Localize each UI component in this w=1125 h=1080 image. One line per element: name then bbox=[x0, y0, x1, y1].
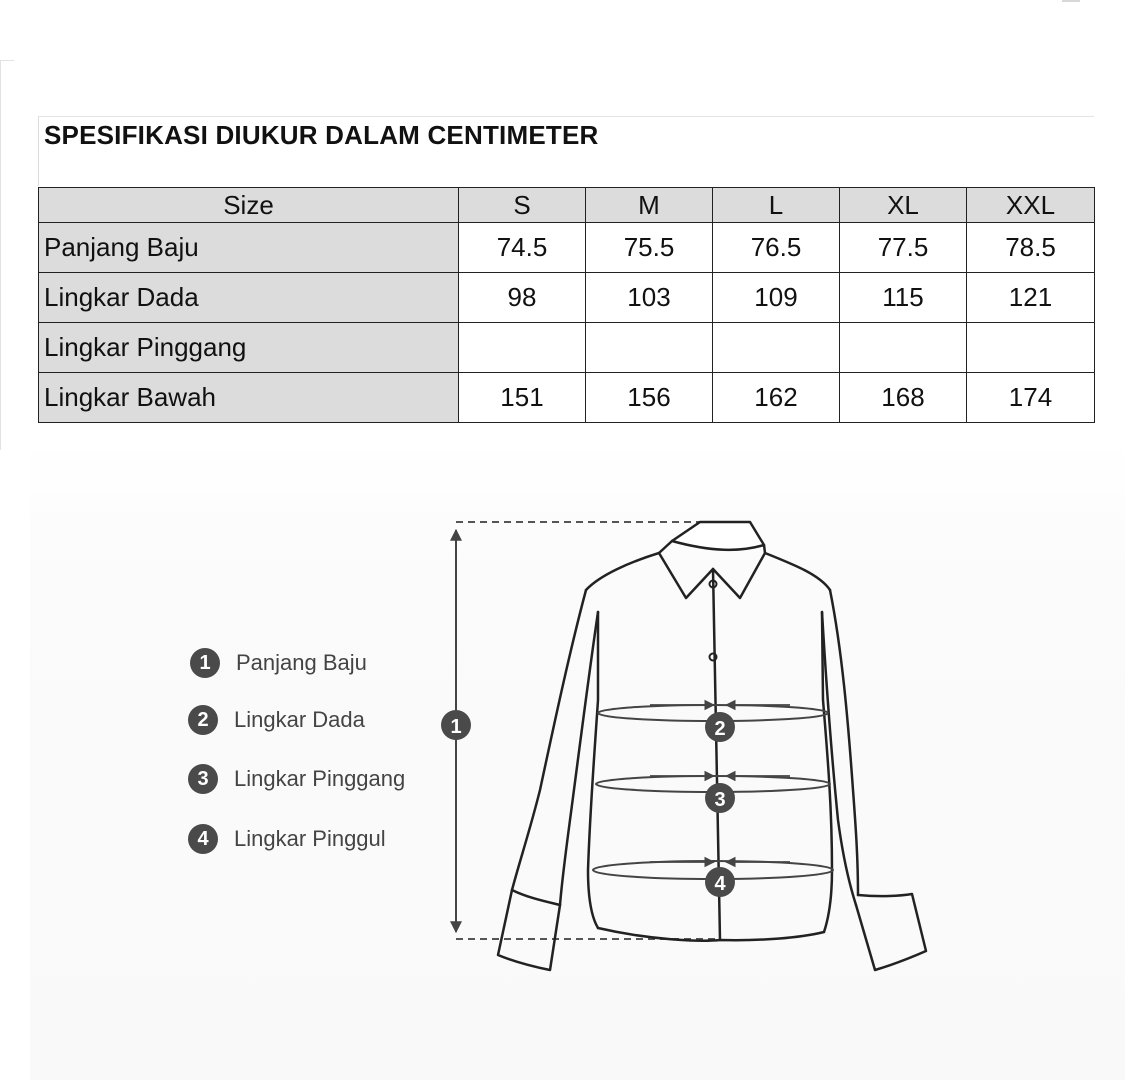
header-xxl: XXL bbox=[967, 188, 1095, 223]
cell-value: 74.5 bbox=[459, 223, 586, 273]
legend-number-badge: 4 bbox=[188, 824, 218, 854]
collar-stand bbox=[672, 522, 764, 550]
marker-number: 4 bbox=[714, 873, 726, 895]
marker-number: 2 bbox=[714, 718, 726, 740]
left-side-seam bbox=[588, 612, 598, 928]
right-cuff bbox=[856, 894, 926, 970]
legend-label: Lingkar Pinggang bbox=[234, 766, 406, 791]
cell-value: 78.5 bbox=[967, 223, 1095, 273]
legend-label: Panjang Baju bbox=[236, 650, 367, 675]
row-label: Lingkar Bawah bbox=[39, 373, 459, 423]
right-side-seam bbox=[822, 612, 832, 932]
left-sleeve-inner bbox=[560, 612, 598, 905]
legend-number-badge: 1 bbox=[190, 648, 220, 678]
header-size: Size bbox=[39, 188, 459, 223]
right-shoulder bbox=[765, 553, 830, 590]
cell-value: 168 bbox=[840, 373, 967, 423]
cell-value: 103 bbox=[586, 273, 713, 323]
marker-number: 3 bbox=[714, 789, 726, 811]
left-cuff-seam bbox=[512, 890, 560, 905]
cell-value: 115 bbox=[840, 273, 967, 323]
collar-right-point bbox=[713, 545, 765, 598]
spec-title: SPESIFIKASI DIUKUR DALAM CENTIMETER bbox=[44, 120, 599, 150]
marker-number: 1 bbox=[450, 716, 462, 738]
marker-hip bbox=[705, 867, 735, 897]
shirt-outline bbox=[498, 522, 926, 970]
marker-chest bbox=[705, 712, 735, 742]
header-m: M bbox=[586, 188, 713, 223]
header-l: L bbox=[713, 188, 840, 223]
cell-value: 75.5 bbox=[586, 223, 713, 273]
marker-length bbox=[441, 710, 471, 740]
row-label: Lingkar Pinggang bbox=[39, 323, 459, 373]
header-xl: XL bbox=[840, 188, 967, 223]
legend-number-badge: 3 bbox=[188, 764, 218, 794]
cell-value: 109 bbox=[713, 273, 840, 323]
cell-value: 162 bbox=[713, 373, 840, 423]
cell-value: 77.5 bbox=[840, 223, 967, 273]
cell-value: 174 bbox=[967, 373, 1095, 423]
row-label: Panjang Baju bbox=[39, 223, 459, 273]
cell-value: 76.5 bbox=[713, 223, 840, 273]
legend-label: Lingkar Pinggul bbox=[234, 826, 386, 851]
collar-left-point bbox=[659, 541, 713, 598]
cell-value: 121 bbox=[967, 273, 1095, 323]
cell-value: 98 bbox=[459, 273, 586, 323]
left-sleeve-outer bbox=[512, 590, 586, 890]
marker-waist bbox=[705, 783, 735, 813]
left-shoulder bbox=[586, 553, 659, 590]
header-s: S bbox=[459, 188, 586, 223]
cell-value: 151 bbox=[459, 373, 586, 423]
row-label: Lingkar Dada bbox=[39, 273, 459, 323]
legend-number-badge: 2 bbox=[188, 705, 218, 735]
cell-value: 156 bbox=[586, 373, 713, 423]
legend-label: Lingkar Dada bbox=[234, 707, 365, 732]
right-sleeve-outer bbox=[830, 590, 858, 895]
